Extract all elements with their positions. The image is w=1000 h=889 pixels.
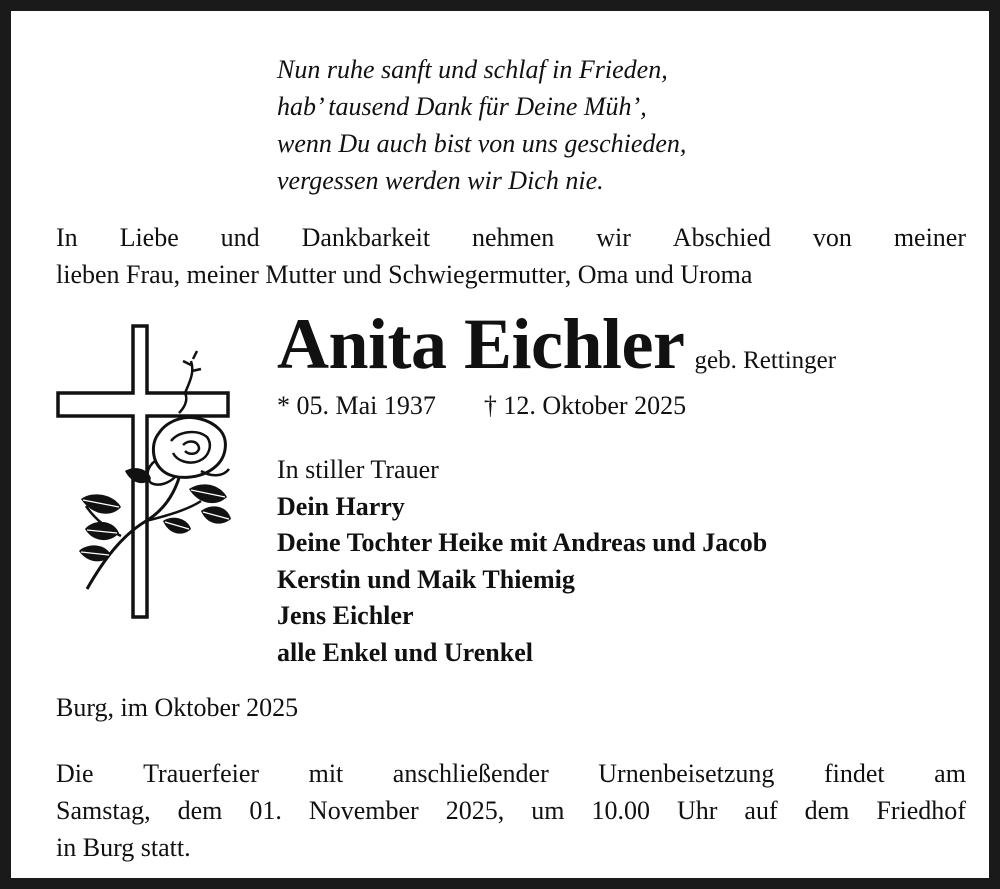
life-dates (277, 391, 686, 421)
intro-text (56, 219, 966, 293)
intro-word: Liebe (119, 223, 179, 252)
deceased-name: Anita Eichler (277, 304, 685, 384)
mourner-name: Kerstin und Maik Thiemig (277, 564, 575, 594)
poem-line: vergessen werden wir Dich nie. (277, 166, 604, 195)
intro-word: von (812, 223, 852, 252)
poem-line: Nun ruhe sanft und schlaf in Frieden, (277, 55, 668, 84)
funeral-word: 10.00 (591, 796, 650, 825)
funeral-word: anschließender (392, 759, 549, 788)
intro-word: Dankbarkeit (301, 223, 431, 252)
intro-word: meiner (893, 223, 966, 252)
funeral-line-1 (56, 755, 966, 792)
funeral-line-2 (56, 792, 966, 829)
poem (277, 51, 686, 199)
funeral-word: am (934, 759, 966, 788)
maiden-name: geb. Rettinger (694, 347, 837, 374)
funeral-word: Urnenbeisetzung (598, 759, 775, 788)
funeral-line-3: in Burg statt. (56, 833, 191, 862)
death-date: † 12. Oktober 2025 (483, 391, 687, 420)
poem-line: hab’ tausend Dank für Deine Müh’, (277, 92, 647, 121)
funeral-word: auf (744, 796, 778, 825)
intro-line-2: lieben Frau, meiner Mutter und Schwiegermutter, Oma und Uroma (56, 260, 753, 289)
birth-date: * 05. Mai 1937 (277, 391, 436, 420)
mourner-name: Deine Tochter Heike mit Andreas und Jacob (277, 528, 768, 557)
mourner-name: Jens Eichler (277, 601, 414, 630)
funeral-word: 2025, (445, 796, 505, 825)
funeral-word: Friedhof (876, 796, 966, 825)
funeral-word: 01. (249, 796, 282, 825)
intro-word: In (56, 223, 78, 252)
funeral-word: November (308, 796, 419, 825)
cross-with-rose-icon (51, 321, 236, 621)
intro-word: und (220, 223, 260, 252)
intro-word: Abschied (672, 223, 771, 252)
mourner-name: alle Enkel und Urenkel (277, 637, 533, 667)
poem-line: wenn Du auch bist von uns geschieden, (277, 129, 687, 158)
funeral-word: Trauerfeier (143, 759, 260, 788)
mourners-heading: In stiller Trauer (277, 455, 439, 484)
funeral-word: mit (308, 759, 344, 788)
funeral-word: dem (804, 796, 850, 825)
deceased-name-row (277, 303, 836, 386)
intro-word: wir (596, 223, 631, 252)
funeral-word: Samstag, (56, 796, 151, 825)
intro-word: nehmen (472, 223, 555, 252)
funeral-word: Uhr (676, 796, 718, 825)
mourner-name: Dein Harry (277, 491, 405, 521)
funeral-word: findet (823, 759, 885, 788)
funeral-word: dem (177, 796, 223, 825)
funeral-info (56, 755, 966, 866)
funeral-word: Die (56, 759, 94, 788)
place-date: Burg, im Oktober 2025 (56, 693, 299, 722)
mourners-list (277, 452, 767, 671)
intro-line-1 (56, 219, 966, 256)
funeral-word: um (531, 796, 565, 825)
